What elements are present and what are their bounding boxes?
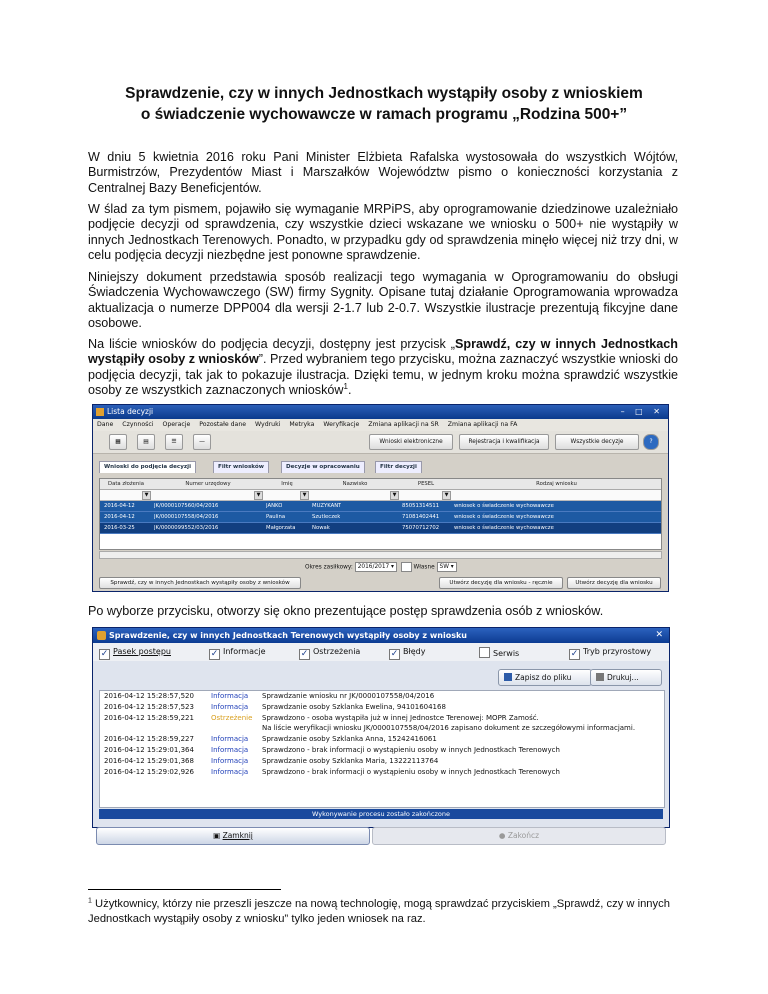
informacje-label: Informacje	[223, 647, 266, 656]
cell: wniosek o świadczenie wychowawcze	[454, 503, 554, 509]
okres-label: Okres zasiłkowy:	[305, 564, 353, 571]
utworz-recznie-button[interactable]: Utwórz decyzję dla wniosku - ręcznie	[439, 577, 563, 589]
zamknij-label: Zamknij	[222, 831, 253, 840]
toolbar-icon-button[interactable]: ☰	[165, 434, 183, 450]
wlasne-value: SW	[439, 564, 449, 570]
log-row	[100, 723, 664, 734]
cell: JK/0000099552/03/2016	[154, 525, 219, 531]
log-message: Sprawdzanie osoby Szklanka Ewelina, 94101604168	[262, 702, 446, 711]
log-row	[100, 767, 664, 778]
wlasne-label: Własne	[413, 564, 435, 571]
wlasne-checkbox[interactable]	[401, 562, 412, 572]
log-row	[100, 734, 664, 745]
log-message: Sprawdzono - brak informacji o wystąpieniu osoby w innych Jednostkach Terenowych	[262, 745, 560, 754]
log-row	[100, 713, 664, 724]
chevron-down-icon[interactable]: ▼	[300, 491, 309, 500]
log-time: 2016-04-12 15:28:57,523	[104, 702, 194, 711]
toolbar-icon-button[interactable]: ▦	[109, 434, 127, 450]
check-icon: ✓	[210, 649, 219, 659]
log-message: Sprawdzono - brak informacji o wystąpieniu osoby w innych Jednostkach Terenowych	[262, 767, 560, 776]
column-header[interactable]: PESEL	[417, 481, 435, 487]
menu-item[interactable]: Metryka	[289, 421, 315, 428]
window-titlebar[interactable]	[93, 405, 668, 419]
check-icon: ✓	[100, 649, 109, 659]
toolbar	[93, 431, 668, 454]
document-title	[0, 83, 768, 125]
log-message: Sprawdzanie osoby Szklanka Maria, 13222113764	[262, 756, 439, 765]
toolbar-icon-button[interactable]: —	[193, 434, 211, 450]
log-message: Sprawdzanie wniosku nr JK/0000107558/04/2016	[262, 692, 435, 700]
check-icon: ✓	[300, 649, 309, 659]
column-header[interactable]: Imię	[281, 481, 293, 487]
tab-wnioski[interactable]: Wnioski do podjęcia decyzji	[99, 461, 196, 473]
tryb-checkbox[interactable]	[569, 647, 651, 660]
toolbar-icon-button[interactable]: ▤	[137, 434, 155, 450]
cell: wniosek o świadczenie wychowawcze	[454, 514, 554, 520]
menu-item[interactable]: Weryfikacje	[323, 421, 360, 428]
zakoncz-button	[372, 827, 666, 845]
log-type: Informacja	[211, 767, 249, 776]
log-type: Informacja	[211, 735, 249, 744]
zapisz-button[interactable]	[498, 669, 592, 686]
lista-decyzji-window	[92, 404, 669, 592]
app-icon	[97, 631, 106, 640]
tab-decyzje[interactable]: Decyzje w opracowaniu	[281, 461, 365, 473]
drukuj-label: Drukuj...	[607, 673, 639, 682]
chevron-down-icon[interactable]: ▼	[390, 491, 399, 500]
table-row[interactable]	[100, 523, 661, 534]
checkbox-empty	[479, 647, 490, 658]
window-title: Lista decyzji	[107, 407, 154, 416]
cell: JK/0000107560/04/2016	[154, 503, 219, 509]
paragraph-1: W dniu 5 kwietnia 2016 roku Pani Minister Elżbieta Rafalska wystosowała do wszystkich Wójtów, Burmistrzów, Prezydentów Miast i Marszałków Województw pismo o konieczności korzystania z Centralnej Bazy Beneficjentów.	[88, 150, 678, 195]
paragraph-5: Po wyborze przycisku, otworzy się okno prezentujące postęp sprawdzenia osób z wniosków.	[88, 604, 604, 618]
log-time: 2016-04-12 15:28:59,227	[104, 735, 194, 744]
log-message: Sprawdzono - osoba wystąpiła już w innej Jednostce Terenowej: MOPR Zamość.	[262, 713, 539, 722]
wlasne-select[interactable]: SW ▾	[437, 562, 457, 572]
paragraph-4	[88, 337, 678, 398]
table-header	[100, 479, 661, 490]
log-type: Informacja	[211, 745, 249, 754]
cell: 2016-03-25	[104, 525, 135, 531]
chevron-down-icon[interactable]: ▼	[442, 491, 451, 500]
log-time: 2016-04-12 15:29:01,368	[104, 756, 194, 765]
title-line-2: o świadczenie wychowawcze w ramach programu „Rodzina 500+”	[140, 106, 628, 123]
zapisz-label: Zapisz do pliku	[515, 673, 572, 682]
chevron-down-icon[interactable]: ▼	[254, 491, 263, 500]
utworz-decyzje-button[interactable]: Utwórz decyzję dla wniosku	[567, 577, 661, 589]
check-icon: ✓	[390, 649, 399, 659]
cell: 2016-04-12	[104, 503, 135, 509]
footnote-text: Użytkownicy, którzy nie przeszli jeszcze na nową technologię, mogą sprawdzać przyciskiem „Sprawdź, czy w innych Jednostkach wystąpiły osoby z wniosku” tylko jeden wniosek na raz.	[88, 898, 670, 926]
menu-item[interactable]: Zmiana aplikacji na FA	[447, 421, 518, 428]
footnote-ref[interactable]: 1	[343, 381, 348, 391]
footnote-separator	[88, 889, 281, 890]
log-row	[100, 745, 664, 756]
tab-filtr-decyzji[interactable]: Filtr decyzji	[375, 461, 422, 473]
log-type: Ostrzeżenie	[211, 713, 253, 722]
title-line-1: Sprawdzenie, czy w innych Jednostkach wystąpiły osoby z wnioskiem	[125, 85, 643, 102]
close-icon: ▣	[213, 831, 223, 840]
menu-bar	[93, 419, 668, 431]
cell: Szutleczek	[312, 514, 341, 520]
cell: Nowak	[312, 525, 330, 531]
cell: JANKO	[266, 503, 283, 509]
progress-status: Wykonywanie procesu zostało zakończone	[99, 809, 663, 819]
help-icon[interactable]: ?	[643, 434, 659, 450]
footnote-number: 1	[88, 897, 92, 905]
menu-item[interactable]: Wydruki	[255, 421, 281, 428]
cell: Paulina	[266, 514, 286, 520]
cell: MUZYKANT	[312, 503, 342, 509]
log-time: 2016-04-12 15:28:59,221	[104, 713, 194, 722]
log-message: Sprawdzanie osoby Szklanka Anna, 15242416061	[262, 735, 437, 744]
column-header[interactable]: Data złożenia	[108, 481, 144, 487]
column-header[interactable]: Rodzaj wniosku	[536, 481, 577, 487]
log-type: Informacja	[211, 702, 249, 711]
log-time: 2016-04-12 15:29:01,364	[104, 745, 194, 754]
cell: 85051314511	[402, 503, 440, 509]
table-row[interactable]	[100, 501, 661, 512]
log-row	[100, 702, 664, 713]
save-icon	[504, 673, 512, 681]
log-list	[99, 690, 665, 808]
menu-item[interactable]: Operacje	[162, 421, 191, 428]
column-header[interactable]: Numer urzędowy	[185, 481, 231, 487]
p4-part-a: Na liście wniosków do podjęcia decyzji, dostępny jest przycisk „	[88, 337, 456, 351]
decisions-table	[99, 478, 662, 550]
menu-item[interactable]: Czynności	[122, 421, 154, 428]
okres-select[interactable]: 2016/2017 ▾	[355, 562, 397, 572]
ostrzezenia-checkbox[interactable]	[299, 647, 360, 660]
paragraph-3: Niniejszy dokument przedstawia sposób realizacji tego wymagania w Oprogramowaniu do obsługi Świadczenia Wychowawczego (SW) firmy Sygnity. Opisane tutaj działanie Oprogramowania wprowadza aktualizacja o numerze DPP004 dla wersji 2-1.7 lub 2-0.7. Wszystkie ilustracje prezentują fikcyjne dane osobowe.	[88, 270, 678, 330]
check-icon: ✓	[570, 649, 579, 659]
window-title: Sprawdzenie, czy w innych Jednostkach Terenowych wystąpiły osoby z wniosku	[109, 631, 467, 640]
paragraph-2: W ślad za tym pismem, pojawiło się wymaganie MRPiPS, aby oprogramowanie dziedzinowe uzależniało podjęcie decyzji od sprawdzenia, czy wszystkie dzieci wskazane we wniosku o 500+ nie wystąpiły w innych Jednostkach Terenowych. Ponadto, w przypadku gdy od sprawdzenia minęło więcej niż trzy dni, w celu podjęcia decyzji niezbędne jest ponowne sprawdzenie.	[88, 202, 678, 262]
okres-value: 2016/2017	[357, 564, 390, 570]
cell: 75070712702	[402, 525, 440, 531]
log-time: 2016-04-12 15:29:02,926	[104, 767, 194, 776]
log-message: Na liście weryfikacji wniosku JK/0000107558/04/2016 zapisano dokument ze szczegółowymi informacjami.	[262, 724, 636, 733]
cell: 2016-04-12	[104, 514, 135, 520]
log-row	[100, 691, 664, 702]
drukuj-button[interactable]	[590, 669, 662, 686]
window-controls[interactable]: – □ ✕	[620, 407, 664, 416]
close-icon[interactable]: ✕	[655, 630, 663, 640]
stop-icon: ●	[498, 831, 508, 840]
pasek-checkbox[interactable]	[99, 647, 171, 660]
menu-item[interactable]: Pozostałe dane	[199, 421, 247, 428]
rejestracja-button[interactable]: Rejestracja i kwalifikacja	[459, 434, 549, 450]
zakoncz-label: Zakończ	[507, 831, 540, 840]
filter-row	[100, 490, 661, 501]
app-icon	[96, 408, 104, 416]
sprawdzenie-window	[92, 627, 670, 828]
log-row	[100, 756, 664, 767]
okres-zasilkowy	[305, 562, 457, 572]
cell: 71081402441	[402, 514, 440, 520]
footnote	[88, 897, 688, 927]
window-titlebar[interactable]	[93, 628, 669, 643]
cell: wniosek o świadczenie wychowawcze	[454, 525, 554, 531]
p4-part-c: ”. Przed wybraniem tego przycisku, można zaznaczyć wszystkie wnioski do podjęcia decyzji, tak jak to pokazuje ilustracja. Dzięki temu, w jednym kroku można sprawdzić wszystkie osoby ze wszystkich zaznaczonych wniosków	[88, 352, 679, 397]
tryb-label: Tryb przyrostowy	[583, 647, 652, 656]
log-time: 2016-04-12 15:28:57,520	[104, 692, 194, 700]
sprawdz-button[interactable]: Sprawdź, czy w innych Jednostkach wystąpiły osoby z wniosków	[99, 577, 301, 589]
serwis-checkbox[interactable]	[479, 647, 519, 659]
wszystkie-decyzje-button[interactable]: Wszystkie decyzje	[555, 434, 639, 450]
log-type: Informacja	[211, 692, 249, 700]
tabs	[93, 461, 668, 475]
table-row[interactable]	[100, 512, 661, 523]
cell: Małgorzata	[266, 525, 296, 531]
horizontal-scrollbar[interactable]	[99, 551, 662, 559]
p4-end: .	[347, 382, 352, 397]
bledy-checkbox[interactable]	[389, 647, 426, 660]
bledy-label: Błędy	[403, 647, 426, 656]
cell: JK/0000107558/04/2016	[154, 514, 219, 520]
p4-button-name: Sprawdź, czy w innych Jednostkach wystąpiły osoby z wniosków	[88, 337, 678, 367]
ostrzezenia-label: Ostrzeżenia	[313, 647, 361, 656]
column-header[interactable]: Nazwisko	[342, 481, 368, 487]
log-type: Informacja	[211, 756, 249, 765]
zamknij-button[interactable]	[96, 827, 370, 845]
serwis-label: Serwis	[493, 649, 520, 658]
chevron-down-icon[interactable]: ▼	[142, 491, 151, 500]
informacje-checkbox[interactable]	[209, 647, 266, 660]
wnioski-elektroniczne-button[interactable]: Wnioski elektroniczne	[369, 434, 453, 450]
pasek-label: Pasek postępu	[113, 647, 171, 656]
menu-item[interactable]: Dane	[97, 421, 114, 428]
log-filters	[93, 643, 669, 661]
print-icon	[596, 673, 604, 681]
tab-filtr-wnioskow[interactable]: Filtr wniosków	[213, 461, 269, 473]
menu-item[interactable]: Zmiana aplikacji na SR	[368, 421, 439, 428]
